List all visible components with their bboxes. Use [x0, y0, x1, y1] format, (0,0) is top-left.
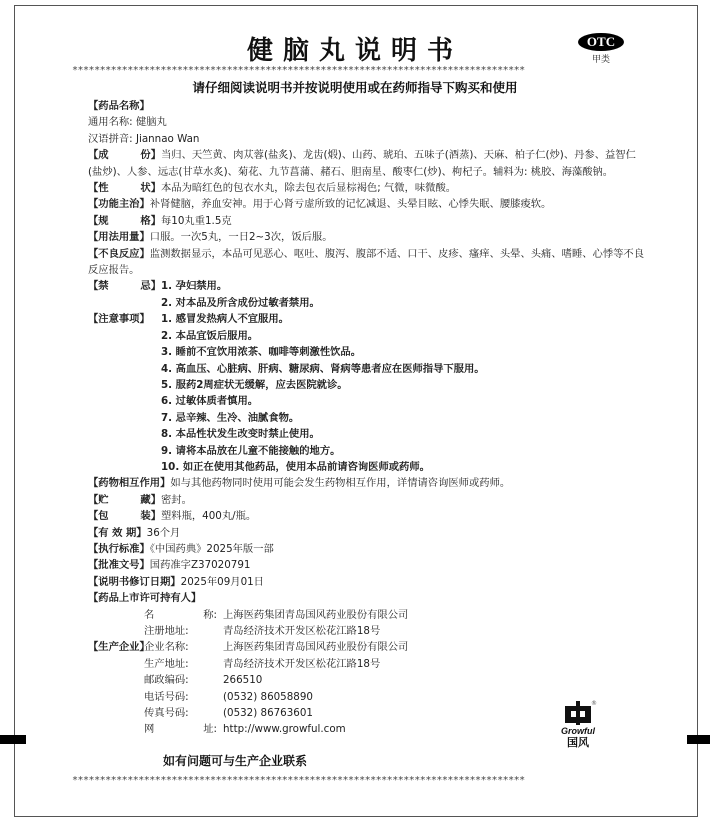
growful-logo-mark-icon: [562, 700, 594, 726]
generic-name-label: 通用名称:: [88, 116, 133, 129]
usage-notice: 请仔细阅读说明书并按说明使用或在药师指导下购买和使用: [192, 80, 518, 95]
section-label-character: 【性 状】: [88, 182, 161, 195]
leaflet-content: [88, 98, 648, 738]
manufacturer-postcode-value: 266510: [223, 674, 263, 687]
contraindications-row: [88, 278, 648, 311]
manufacturer-postcode-row: [144, 672, 648, 688]
revision-value: 2025年09月01日: [180, 575, 264, 588]
generic-name-value: 健脑丸: [135, 116, 167, 129]
manufacturer-address-row: [144, 656, 648, 672]
logo-text-cn: 国风: [567, 736, 589, 749]
section-label-interactions: 【药物相互作用】: [88, 477, 171, 490]
divider-stars-bottom: **********************************************************************************: [72, 776, 525, 786]
holder-name-label: 名 称:: [144, 608, 217, 621]
composition-value: 当归、天竺黄、肉苁蓉(盐炙)、龙齿(煅)、山药、琥珀、五味子(酒蒸)、天麻、柏子仁(炒)、丹参、益智仁(盐炒)、人参、远志(甘草水炙)、菊花、九节菖蒲、赭石、胆南星、酸枣仁(炒)、枸杞子。辅料为: 桃胶、海藻酸钠。: [88, 149, 636, 178]
section-label-contraindications: 【禁 忌】: [88, 280, 161, 293]
manufacturer-website-label: 网 址:: [144, 723, 217, 736]
precaution-item: 3. 睡前不宜饮用浓茶、咖啡等刺激性饮品。: [161, 346, 362, 359]
precautions-list: [161, 311, 648, 475]
precaution-item: 8. 本品性状发生改变时禁止使用。: [161, 428, 320, 441]
holder-address-value: 青岛经济技术开发区松花江路18号: [223, 625, 381, 637]
precaution-item: 6. 过敏体质者慎用。: [161, 395, 259, 408]
pinyin-row: [88, 131, 648, 147]
precaution-item: 4. 高血压、心脏病、肝病、糖尿病、肾病等患者应在医师指导下服用。: [161, 362, 485, 375]
approval-value: 国药准字Z37020791: [149, 559, 251, 572]
section-label-holder: 【药品上市许可持有人】: [88, 592, 202, 605]
package-value: 塑料瓶，400丸/瓶。: [161, 510, 257, 523]
holder-name-value: 上海医药集团青岛国风药业股份有限公司: [223, 608, 409, 621]
otc-badge: OTC: [578, 33, 624, 51]
precautions-row: [88, 311, 648, 475]
precaution-item: 10. 如正在使用其他药品，使用本品前请咨询医师或药师。: [161, 460, 430, 473]
divider-stars-top: **********************************************************************************: [72, 66, 525, 76]
manufacturer-postcode-label: 邮政编码:: [144, 674, 189, 687]
standard-row: [88, 541, 648, 557]
contact-notice: 如有问题可与生产企业联系: [162, 754, 307, 768]
holder-address-row: [144, 623, 648, 639]
specification-value: 每10丸重1.5克: [161, 214, 232, 227]
otc-class-label: 甲类: [591, 55, 610, 65]
revision-row: [88, 574, 648, 590]
approval-row: [88, 557, 648, 573]
contraindications-list: [161, 278, 648, 311]
fold-mark-right: [687, 735, 710, 744]
contraindication-item: 2. 对本品及所含成份过敏者禁用。: [161, 296, 320, 309]
section-label-composition: 【成 份】: [88, 149, 161, 162]
pinyin-value: Jiannao Wan: [135, 132, 200, 145]
holder-name-row: [144, 607, 648, 623]
section-label-package: 【包 装】: [88, 510, 161, 523]
section-label-manufacturer: 【生产企业】: [88, 641, 150, 654]
indications-row: [88, 196, 648, 212]
precaution-item: 9. 请将本品放在儿童不能接触的地方。: [161, 444, 341, 457]
manufacturer-phone-value: (0532) 86058890: [223, 690, 313, 703]
precaution-item: 1. 感冒发热病人不宜服用。: [161, 313, 289, 326]
page-title: 健脑丸说明书: [246, 36, 463, 66]
registered-mark-icon: ®: [591, 700, 597, 707]
interactions-value: 如与其他药物同时使用可能会发生药物相互作用，详情请咨询医师或药师。: [170, 477, 511, 490]
section-label-approval: 【批准文号】: [88, 559, 150, 572]
section-label-indications: 【功能主治】: [88, 198, 150, 211]
growful-logo: [552, 700, 604, 749]
standard-value: 《中国药典》2025年版一部: [149, 542, 274, 555]
manufacturer-company-value: 上海医药集团青岛国风药业股份有限公司: [223, 641, 409, 654]
storage-row: [88, 492, 648, 508]
composition-row: [88, 147, 648, 180]
indications-value: 补肾健脑，养血安神。用于心肾亏虚所致的记忆减退、头晕目眩、心悸失眠、腰膝痠软。: [149, 198, 552, 211]
dosage-row: [88, 229, 648, 245]
contraindication-item: 1. 孕妇禁用。: [161, 280, 228, 293]
manufacturer-address-label: 生产地址:: [144, 657, 189, 670]
precaution-item: 2. 本品宜饭后服用。: [161, 329, 259, 342]
generic-name-row: [88, 114, 648, 130]
fold-mark-left: [0, 735, 26, 744]
manufacturer-address-value: 青岛经济技术开发区松花江路18号: [223, 657, 381, 670]
manufacturer-fax-value: (0532) 86763601: [223, 707, 313, 720]
section-label-standard: 【执行标准】: [88, 542, 150, 555]
package-row: [88, 508, 648, 524]
validity-row: [88, 525, 648, 541]
manufacturer-fax-label: 传真号码:: [144, 707, 189, 720]
section-label-storage: 【贮 藏】: [88, 493, 161, 506]
section-label-drug-name: 【药品名称】: [88, 100, 150, 112]
adverse-row: [88, 246, 648, 279]
section-label-dosage: 【用法用量】: [88, 231, 150, 244]
section-label-revision: 【说明书修订日期】: [88, 575, 181, 588]
character-row: [88, 180, 648, 196]
interactions-row: [88, 475, 648, 491]
section-label-validity: 【有 效 期】: [88, 526, 147, 539]
storage-value: 密封。: [161, 493, 192, 506]
manufacturer-phone-label: 电话号码:: [144, 690, 189, 703]
section-label-precautions: 【注意事项】: [88, 313, 150, 326]
section-label-specification: 【规 格】: [88, 214, 161, 227]
logo-text-en: Growful: [561, 726, 595, 736]
manufacturer-website-link[interactable]: http://www.growful.com: [223, 723, 346, 736]
adverse-value: 监测数据显示，本品可见恶心、呕吐、腹泻、腹部不适、口干、皮疹、瘙痒、头晕、头痛、嗜睡、心悸等不良反应报告。: [88, 247, 645, 277]
character-value: 本品为暗红色的包衣水丸，除去包衣后显棕褐色; 气微，味微酸。: [161, 182, 457, 195]
validity-value: 36个月: [146, 526, 181, 539]
pinyin-label: 汉语拼音:: [88, 132, 133, 145]
manufacturer-company-label: 企业名称:: [144, 641, 189, 654]
dosage-value: 口服。一次5丸，一日2~3次，饭后服。: [149, 231, 333, 244]
precaution-item: 5. 服药2周症状无缓解，应去医院就诊。: [161, 378, 348, 391]
holder-address-label: 注册地址:: [144, 625, 189, 637]
manufacturer-company-row: [144, 639, 648, 655]
precaution-item: 7. 忌辛辣、生冷、油腻食物。: [161, 411, 300, 424]
specification-row: [88, 213, 648, 229]
section-label-adverse: 【不良反应】: [88, 247, 150, 260]
